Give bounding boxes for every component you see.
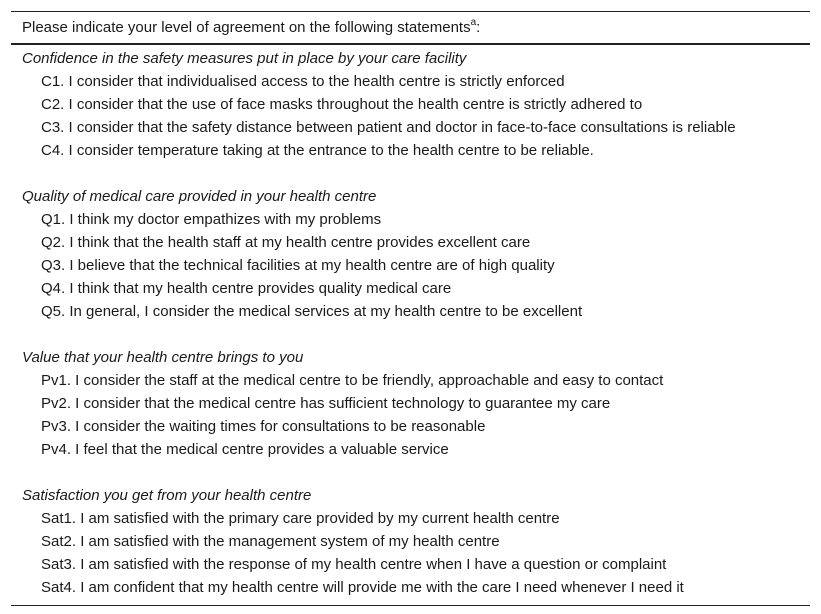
statement-sat1: Sat1. I am satisfied with the primary care provided by my current health centre [41, 510, 560, 527]
section-title-satisfaction: Satisfaction you get from your health centre [22, 487, 312, 504]
statement-pv4: Pv4. I feel that the medical centre provides a valuable service [41, 441, 449, 458]
survey-table [11, 11, 810, 606]
section-spacer [11, 461, 810, 484]
statement-sat4: Sat4. I am confident that my health centre will provide me with the care I need whenever I need it [41, 579, 684, 596]
statement-c1: C1. I consider that individualised access to the health centre is strictly enforced [41, 73, 565, 90]
section-spacer [11, 162, 810, 185]
statement-q1: Q1. I think my doctor empathizes with my problems [41, 211, 382, 228]
statement-q5: Q5. In general, I consider the medical services at my health centre to be excellent [41, 303, 583, 320]
table-body [11, 45, 810, 606]
section-title-confidence: Confidence in the safety measures put in place by your care facility [22, 50, 467, 67]
statement-q3: Q3. I believe that the technical facilities at my health centre are of high quality [41, 257, 555, 274]
statement-c4: C4. I consider temperature taking at the entrance to the health centre to be reliable. [41, 142, 594, 159]
statement-c3: C3. I consider that the safety distance between patient and doctor in face-to-face consultations is reliable [41, 119, 736, 136]
header-suffix: : [476, 19, 481, 36]
header-text: Please indicate your level of agreement on the following statements [22, 19, 471, 36]
statement-sat2: Sat2. I am satisfied with the management system of my health centre [41, 533, 500, 550]
header-footnote-marker: a [470, 17, 477, 28]
section-title-value: Value that your health centre brings to you [22, 349, 304, 366]
statement-pv2: Pv2. I consider that the medical centre has sufficient technology to guarantee my care [41, 395, 611, 412]
statement-pv3: Pv3. I consider the waiting times for consultations to be reasonable [41, 418, 486, 435]
statement-q4: Q4. I think that my health centre provides quality medical care [41, 280, 452, 297]
statement-pv1: Pv1. I consider the staff at the medical centre to be friendly, approachable and easy to contact [41, 372, 664, 389]
statement-c2: C2. I consider that the use of face masks throughout the health centre is strictly adhered to [41, 96, 643, 113]
statement-q2: Q2. I think that the health staff at my health centre provides excellent care [41, 234, 531, 251]
table-header [11, 11, 810, 45]
section-spacer [11, 323, 810, 346]
statement-sat3: Sat3. I am satisfied with the response of my health centre when I have a question or complaint [41, 556, 667, 573]
section-title-quality: Quality of medical care provided in your health centre [22, 188, 377, 205]
